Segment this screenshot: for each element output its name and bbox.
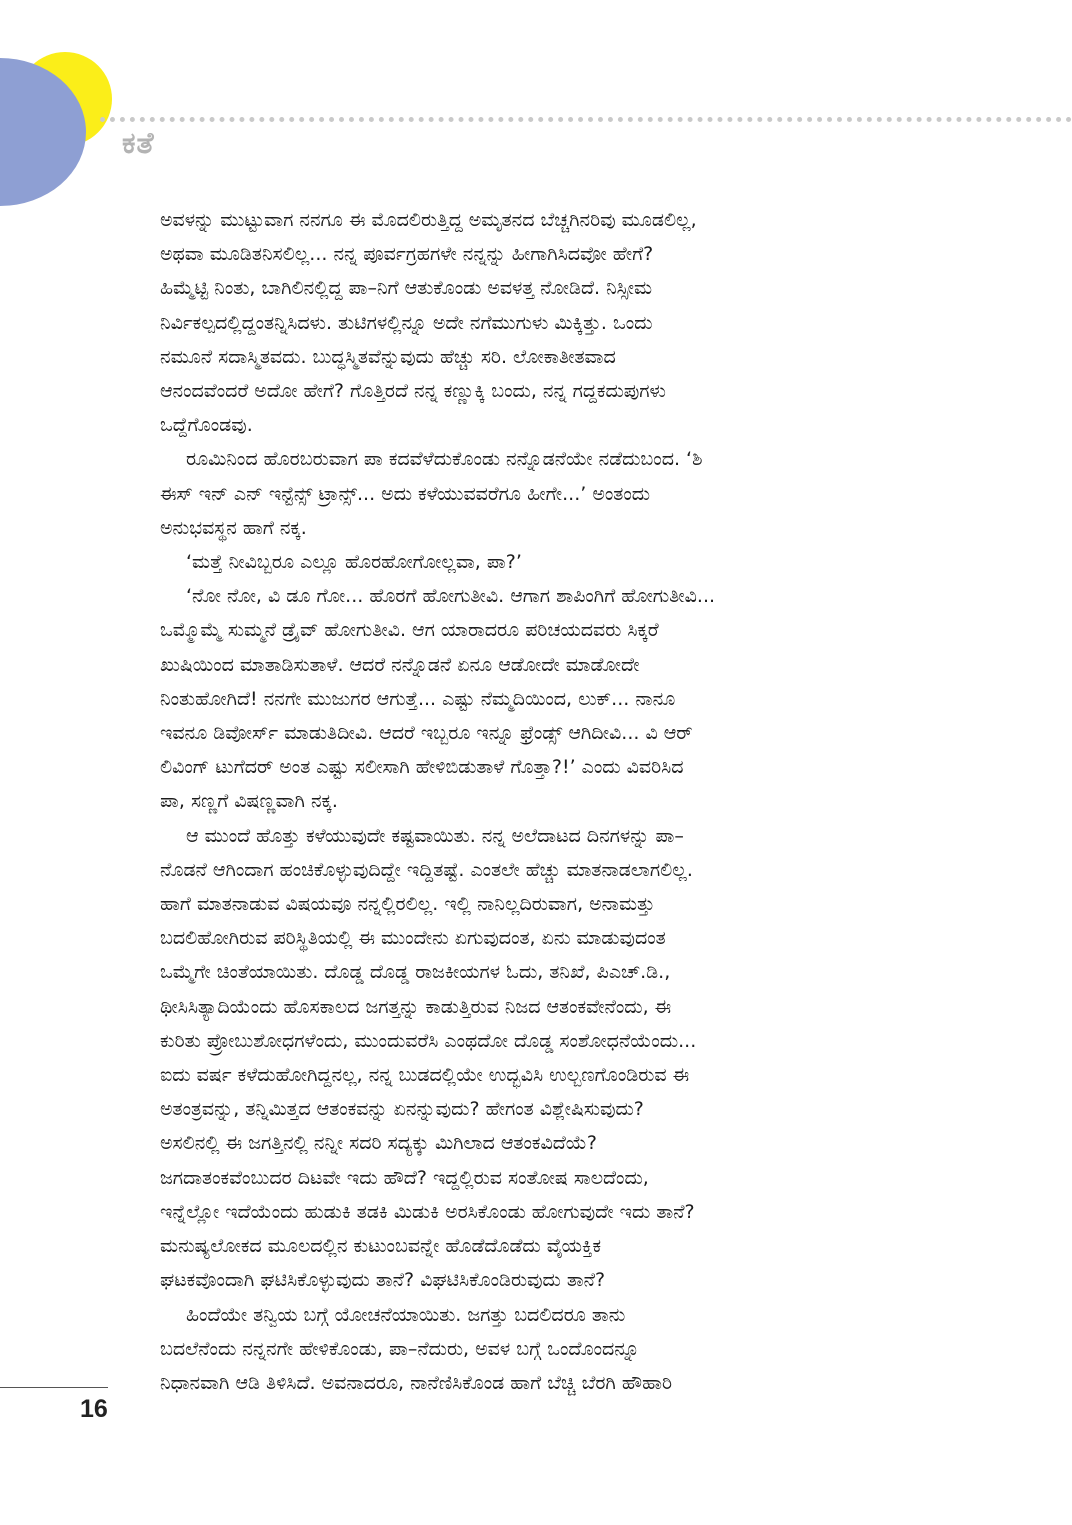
story-line: ನಿಧಾನವಾಗಿ ಆಡಿ ತಿಳಿಸಿದೆ. ಅವನಾದರೂ, ನಾನೆಣಿಸಿಕೊಂಡ ಹಾಗೆ ಬೆಚ್ಚಿ ಬೆರಗಿ ಹೌಹಾರಿ	[160, 1371, 673, 1394]
story-line: ನಮೂನೆ ಸದಾಸ್ಮಿತವದು. ಬುದ್ಧಸ್ಮಿತವೆನ್ನುವುದು ಹೆಚ್ಚು ಸರಿ. ಲೋಕಾತೀತವಾದ	[160, 345, 616, 368]
story-line: ಥೀಸಿಸಿತ್ಯಾದಿಯೆಂದು ಹೊಸಕಾಲದ ಜಗತ್ತನ್ನು ಕಾಡುತ್ತಿರುವ ನಿಜದ ಆತಂಕವೇನೆಂದು, ಈ	[160, 995, 672, 1018]
story-paragraph	[160, 819, 930, 1298]
story-line: ಈಸ್ ಇನ್ ಎನ್ ಇನ್ಟೆನ್ಸ್ ಟ್ರಾನ್ಸ್... ಅದು ಕಳೆಯುವವರೆಗೂ ಹೀಗೇ...’ ಅಂತಂದು	[160, 482, 651, 505]
story-paragraph	[160, 442, 930, 545]
story-line: ಜಗದಾತಂಕವೆಂಬುದರ ದಿಟವೇ ಇದು ಹೌದೆ? ಇದ್ದಲ್ಲಿರುವ ಸಂತೋಷ ಸಾಲದೆಂದು,	[160, 1166, 649, 1189]
story-line: ಇನ್ನೆಲ್ಲೋ ಇದೆಯೆಂದು ಹುಡುಕಿ ತಡಕಿ ಮಿಡುಕಿ ಅರಸಿಕೊಂಡು ಹೋಗುವುದೇ ಇದು ತಾನೆ?	[160, 1200, 695, 1223]
story-body	[160, 203, 930, 1400]
story-line: ಕುರಿತು ಪ್ರೋಬುಶೋಧಗಳೆಂದು, ಮುಂದುವರೆಸಿ ಎಂಥದೋ ದೊಡ್ಡ ಸಂಶೋಧನೆಯೆಂದು...	[160, 1029, 697, 1052]
story-line: ಅಸಲಿನಲ್ಲಿ ಈ ಜಗತ್ತಿನಲ್ಲಿ ನನ್ನೀ ಸದರಿ ಸದ್ಯಕ್ಕು ಮಿಗಿಲಾದ ಆತಂಕವಿದೆಯೆ?	[160, 1132, 597, 1155]
section-label: ಕತೆ	[122, 126, 155, 161]
story-paragraph	[160, 579, 930, 818]
story-paragraph	[160, 203, 930, 442]
story-line: ಒಮ್ಮೊಮ್ಮೆ ಸುಮ್ಮನೆ ಡ್ರೈವ್ ಹೋಗುತೀವಿ. ಆಗ ಯಾರಾದರೂ ಪರಿಚಯದವರು ಸಿಕ್ಕರೆ	[160, 619, 659, 642]
story-paragraph	[160, 545, 930, 579]
story-line: ಹಾಗೆ ಮಾತನಾಡುವ ವಿಷಯವೂ ನನ್ನಲ್ಲಿರಲಿಲ್ಲ. ಇಲ್ಲಿ ನಾನಿಲ್ಲದಿರುವಾಗ, ಅನಾಮತ್ತು	[160, 893, 655, 916]
story-line: ನಿಂತುಹೋಗಿದೆ! ನನಗೇ ಮುಜುಗರ ಆಗುತ್ತೆ... ಎಷ್ಟು ನೆಮ್ಮದಿಯಿಂದ, ಲುಕ್... ನಾನೂ	[160, 687, 676, 710]
story-line: ಖುಷಿಯಿಂದ ಮಾತಾಡಿಸುತಾಳೆ. ಆದರೆ ನನ್ನೊಡನೆ ಏನೂ ಆಡೋದೇ ಮಾಡೋದೇ	[160, 653, 640, 676]
story-paragraph	[160, 1298, 930, 1401]
story-line: ಒಮ್ಮೆಗೇ ಚಿಂತೆಯಾಯಿತು. ದೊಡ್ಡ ದೊಡ್ಡ ರಾಜಕೀಯಗಳ ಓದು, ತನಿಖೆ, ಪಿಎಚ್.ಡಿ.,	[160, 961, 671, 984]
story-line: ‘ನೋ ನೋ, ವಿ ಡೂ ಗೋ... ಹೊರಗೆ ಹೋಗುತೀವಿ. ಆಗಾಗ ಶಾಪಿಂಗಿಗೆ ಹೋಗುತೀವಿ...	[186, 585, 716, 608]
story-line: ಘಟಕವೊಂದಾಗಿ ಘಟಿಸಿಕೊಳ್ಳುವುದು ತಾನೆ? ವಿಘಟಿಸಿಕೊಂಡಿರುವುದು ತಾನೆ?	[160, 1269, 606, 1292]
story-line: ನೊಡನೆ ಆಗಿಂದಾಗ ಹಂಚಿಕೊಳ್ಳುವುದಿದ್ದೇ ಇದ್ದಿತಷ್ಟೆ. ಎಂತಲೇ ಹೆಚ್ಚು ಮಾತನಾಡಲಾಗಲಿಲ್ಲ.	[160, 858, 693, 881]
story-line: ‘ಮತ್ತೆ ನೀವಿಬ್ಬರೂ ಎಲ್ಲೂ ಹೊರಹೋಗೋಲ್ಲವಾ, ಪಾ?’	[186, 551, 522, 574]
story-line: ಅತಂತ್ರವನ್ನು, ತನ್ನಿಮಿತ್ತದ ಆತಂಕವನ್ನು ಏನನ್ನುವುದು? ಹೇಗಂತ ವಿಶ್ಲೇಷಿಸುವುದು?	[160, 1098, 644, 1121]
story-line: ರೂಮಿನಿಂದ ಹೊರಬರುವಾಗ ಪಾ ಕದವೆಳೆದುಕೊಂಡು ನನ್ನೊಡನೆಯೇ ನಡೆದುಬಂದ. ‘ಶಿ	[186, 448, 703, 471]
story-line: ಆನಂದವೆಂದರೆ ಅದೋ ಹೇಗೆ? ಗೊತ್ತಿರದೆ ನನ್ನ ಕಣ್ಣುಕ್ಕಿ ಬಂದು, ನನ್ನ ಗದ್ದಕದುಪುಗಳು	[160, 380, 666, 403]
story-line: ಅಥವಾ ಮೂಡಿತನಿಸಲಿಲ್ಲ... ನನ್ನ ಪೂರ್ವಗ್ರಹಗಳೇ ನನ್ನನ್ನು ಹೀಗಾಗಿಸಿದವೋ ಹೇಗೆ?	[160, 243, 654, 266]
story-line: ಹಿಂದೆಯೇ ತನ್ವಿಯ ಬಗ್ಗೆ ಯೋಚನೆಯಾಯಿತು. ಜಗತ್ತು ಬದಲಿದರೂ ತಾನು	[186, 1303, 626, 1326]
story-line: ಇವನೂ ಡಿವೋರ್ಸ್ ಮಾಡುತಿದೀವಿ. ಆದರೆ ಇಬ್ಬರೂ ಇನ್ನೂ ಫ್ರೆಂಡ್ಸ್ ಆಗಿದೀವಿ... ವಿ ಆರ್	[160, 722, 693, 745]
story-line: ಒದ್ದೆಗೊಂಡವು.	[160, 414, 253, 437]
story-line: ಮನುಷ್ಯಲೋಕದ ಮೂಲದಲ್ಲಿನ ಕುಟುಂಬವನ್ನೇ ಹೊಡೆದೊಡೆದು ವೈಯಕ್ತಿಕ	[160, 1235, 602, 1258]
story-line: ಅನುಭವಸ್ಥನ ಹಾಗೆ ನಕ್ಕ.	[160, 516, 307, 539]
story-line: ಬದಲಿಹೋಗಿರುವ ಪರಿಸ್ಥಿತಿಯಲ್ಲಿ ಈ ಮುಂದೇನು ಏಗುವುದಂತ, ಏನು ಮಾಡುವುದಂತ	[160, 927, 666, 950]
story-line: ಅವಳನ್ನು ಮುಟ್ಟುವಾಗ ನನಗೂ ಈ ಮೊದಲಿರುತ್ತಿದ್ದ ಅಮೃತನದ ಬೆಚ್ಚಗಿನರಿವು ಮೂಡಲಿಲ್ಲ,	[160, 209, 697, 231]
story-line: ನಿರ್ವಿಕಲ್ಪದಲ್ಲಿದ್ದಂತನ್ನಿಸಿದಳು. ತುಟಿಗಳಲ್ಲಿನ್ನೂ ಅದೇ ನಗೆಮುಗುಳು ಮಿಕ್ಕಿತ್ತು. ಒಂದು	[160, 311, 653, 334]
story-line: ಲಿವಿಂಗ್ ಟುಗೆದರ್ ಅಂತ ಎಷ್ಟು ಸಲೀಸಾಗಿ ಹೇಳಿಬಿಡುತಾಳೆ ಗೊತ್ತಾ?!’ ಎಂದು ವಿವರಿಸಿದ	[160, 756, 684, 779]
story-line: ಆ ಮುಂದೆ ಹೊತ್ತು ಕಳೆಯುವುದೇ ಕಷ್ಟವಾಯಿತು. ನನ್ನ ಅಲೆದಾಟದ ದಿನಗಳನ್ನು ಪಾ–	[186, 824, 684, 847]
page-number: 16	[80, 1395, 108, 1423]
story-line: ಐದು ವರ್ಷ ಕಳೆದುಹೋಗಿದ್ದನಲ್ಲ, ನನ್ನ ಬುಡದಲ್ಲಿಯೇ ಉದ್ಭವಿಸಿ ಉಲ್ಬಣಗೊಂಡಿರುವ ಈ	[160, 1064, 690, 1087]
story-line: ಹಿಮ್ಮೆಟ್ಟಿ ನಿಂತು, ಬಾಗಿಲಿನಲ್ಲಿದ್ದ ಪಾ–ನಿಗೆ ಆತುಕೊಂಡು ಅವಳತ್ತ ನೋಡಿದೆ. ನಿಸ್ಸೀಮ	[160, 277, 653, 300]
story-line: ಬದಲೆನೆಂದು ನನ್ನನಗೇ ಹೇಳಿಕೊಂಡು, ಪಾ–ನೆದುರು, ಅವಳ ಬಗ್ಗೆ ಒಂದೊಂದನ್ನೂ	[160, 1337, 640, 1360]
footer-rule	[0, 1387, 108, 1388]
header-dotted-rule	[100, 117, 1072, 122]
story-line: ಪಾ, ಸಣ್ಣಗೆ ವಿಷಣ್ಣವಾಗಿ ನಕ್ಕ.	[160, 790, 338, 813]
